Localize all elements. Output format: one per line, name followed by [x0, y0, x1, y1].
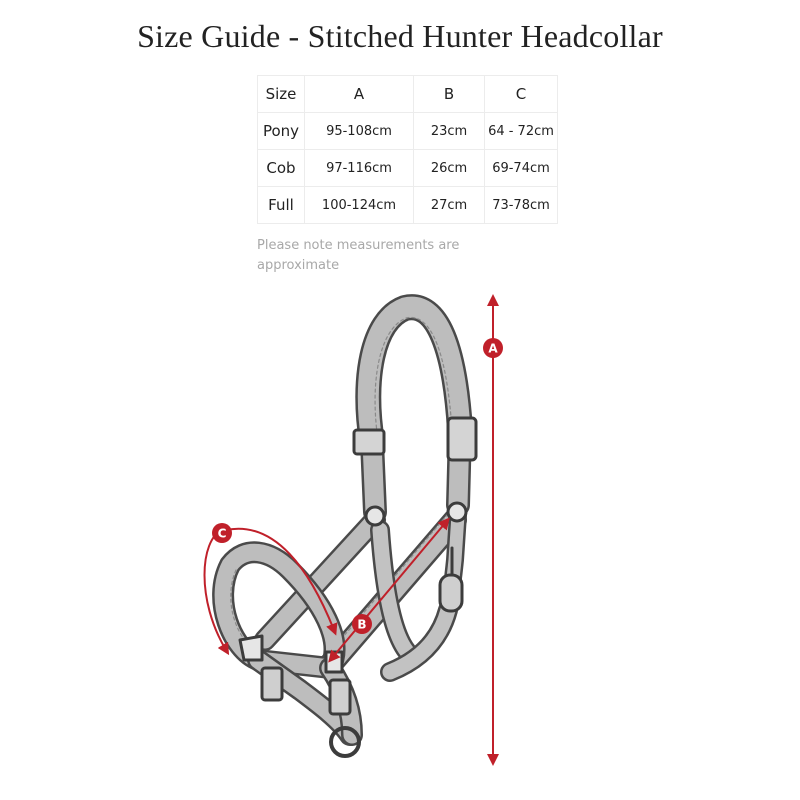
measure-a: [483, 300, 503, 760]
header-cell-a: A: [305, 76, 414, 113]
table-cell: 73-78cm: [485, 187, 558, 224]
table-cell: 100-124cm: [305, 187, 414, 224]
table-cell: Full: [258, 187, 305, 224]
measurement-note: Please note measurements are approximate: [257, 238, 460, 273]
table-cell: 95-108cm: [305, 113, 414, 150]
marker-b-label: B: [357, 617, 367, 632]
crown-strap: [368, 307, 460, 512]
page-title: Size Guide - Stitched Hunter Headcollar: [137, 18, 663, 54]
table-cell: 97-116cm: [305, 150, 414, 187]
crown-buckle-left: [354, 430, 384, 454]
header-cell-b: B: [414, 76, 485, 113]
table-cell: Cob: [258, 150, 305, 187]
crown-buckle-right: [448, 418, 476, 460]
cheek-ring-right: [448, 503, 466, 521]
table-cell: 69-74cm: [485, 150, 558, 187]
cheek-ring-left: [366, 507, 384, 525]
table-cell: 27cm: [414, 187, 485, 224]
table-cell: 26cm: [414, 150, 485, 187]
table-cell: 23cm: [414, 113, 485, 150]
header-cell-c: C: [485, 76, 558, 113]
table-cell: Pony: [258, 113, 305, 150]
header-cell-size: Size: [258, 76, 305, 113]
jaw-strap: [380, 515, 462, 672]
marker-c-label: C: [217, 526, 227, 541]
marker-a-label: A: [488, 341, 498, 356]
table-cell: 64 - 72cm: [485, 113, 558, 150]
